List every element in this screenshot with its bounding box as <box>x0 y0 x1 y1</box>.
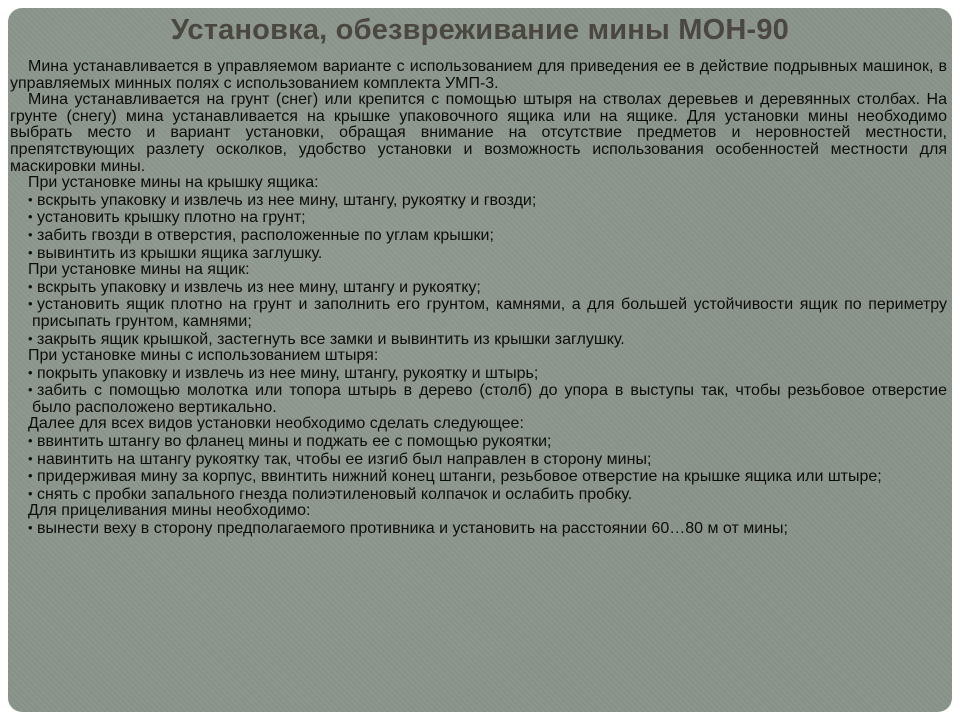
list-item: • покрыть упаковку и извлечь из нее мину, штангу, рукоятку и штырь; <box>28 364 539 382</box>
heading-all-types: Далее для всех видов установки необходимо сделать следующее: <box>28 415 524 433</box>
bullet-icon: • <box>28 485 33 501</box>
bullet-icon: • <box>28 226 33 242</box>
bullet-icon: • <box>28 296 33 312</box>
bullet-icon: • <box>28 382 33 398</box>
list-item: • вынести веху в сторону предполагаемого противника и установить на расстоянии 60…80 м от мины; <box>28 520 788 538</box>
list-item: • придерживая мину за корпус, ввинтить нижний конец штанги, резьбовое отверстие на крышке ящика или штыре; <box>28 468 882 486</box>
paragraph-placement: Мина устанавливается на грунт (снег) или крепится с помощью штыря на стволах деревьев и деревянных столбах. На грунте (снегу) мина устанавливается на крышке упаковочного ящика или на ящике. Для установки мины необходимо выбрать место и вариант установки, обращая внимание на отсутствие предметов и неровностей местности, препятствующих разлету осколков, удобство установки и возможность использования особенностей местности для маскировки мины. <box>10 91 947 175</box>
list-item: • закрыть ящик крышкой, застегнуть все замки и вывинтить из крышки заглушку. <box>28 330 625 348</box>
bullet-icon: • <box>28 450 33 466</box>
slide <box>8 8 952 712</box>
slide-body <box>10 59 947 538</box>
bullet-icon: • <box>28 278 33 294</box>
bullet-icon: • <box>28 244 33 260</box>
bullet-icon: • <box>28 364 33 380</box>
heading-box-install: При установке мины на ящик: <box>28 261 250 279</box>
list-item: • установить ящик плотно на грунт и заполнить его грунтом, камнями, а для большей устойчивости ящик по периметру присыпать грунтом, камнями; <box>28 296 947 330</box>
list-item: • вскрыть упаковку и извлечь из нее мину, штангу и рукоятку; <box>28 278 481 296</box>
list-item: • навинтить на штангу рукоятку так, чтобы ее изгиб был направлен в сторону мины; <box>28 450 652 468</box>
list-item: • забить гвозди в отверстия, расположенные по углам крышки; <box>28 226 494 244</box>
bullet-icon: • <box>28 209 33 225</box>
list-item: • установить крышку плотно на грунт; <box>28 209 306 227</box>
bullet-icon: • <box>28 330 33 346</box>
bullet-icon: • <box>28 433 33 449</box>
paragraph-control-mode: Мина устанавливается в управляемом варианте с использованием для приведения ее в действие подрывных машинок, в управляемых минных полях с использованием комплекта УМП-3. <box>10 58 947 92</box>
heading-lid-install: При установке мины на крышку ящика: <box>28 174 319 192</box>
heading-aiming: Для прицеливания мины необходимо: <box>28 502 311 520</box>
list-item: • снять с пробки запального гнезда полиэтиленовый колпачок и ослабить пробку. <box>28 485 633 503</box>
list-item: • ввинтить штангу во фланец мины и поджать ее с помощью рукоятки; <box>28 433 552 451</box>
list-item: • забить с помощью молотка или топора штырь в дерево (столб) до упора в выступы так, чтобы резьбовое отверстие было расположено вертикально. <box>28 382 947 416</box>
heading-pin-install: При установке мины с использованием штыря: <box>28 347 379 365</box>
bullet-icon: • <box>28 191 33 207</box>
bullet-icon: • <box>28 468 33 484</box>
bullet-icon: • <box>28 520 33 536</box>
slide-title: Установка, обезвреживание мины МОН-90 <box>170 14 790 46</box>
list-item: • вывинтить из крышки ящика заглушку. <box>28 244 323 262</box>
list-item: • вскрыть упаковку и извлечь из нее мину, штангу, рукоятку и гвозди; <box>28 191 537 209</box>
